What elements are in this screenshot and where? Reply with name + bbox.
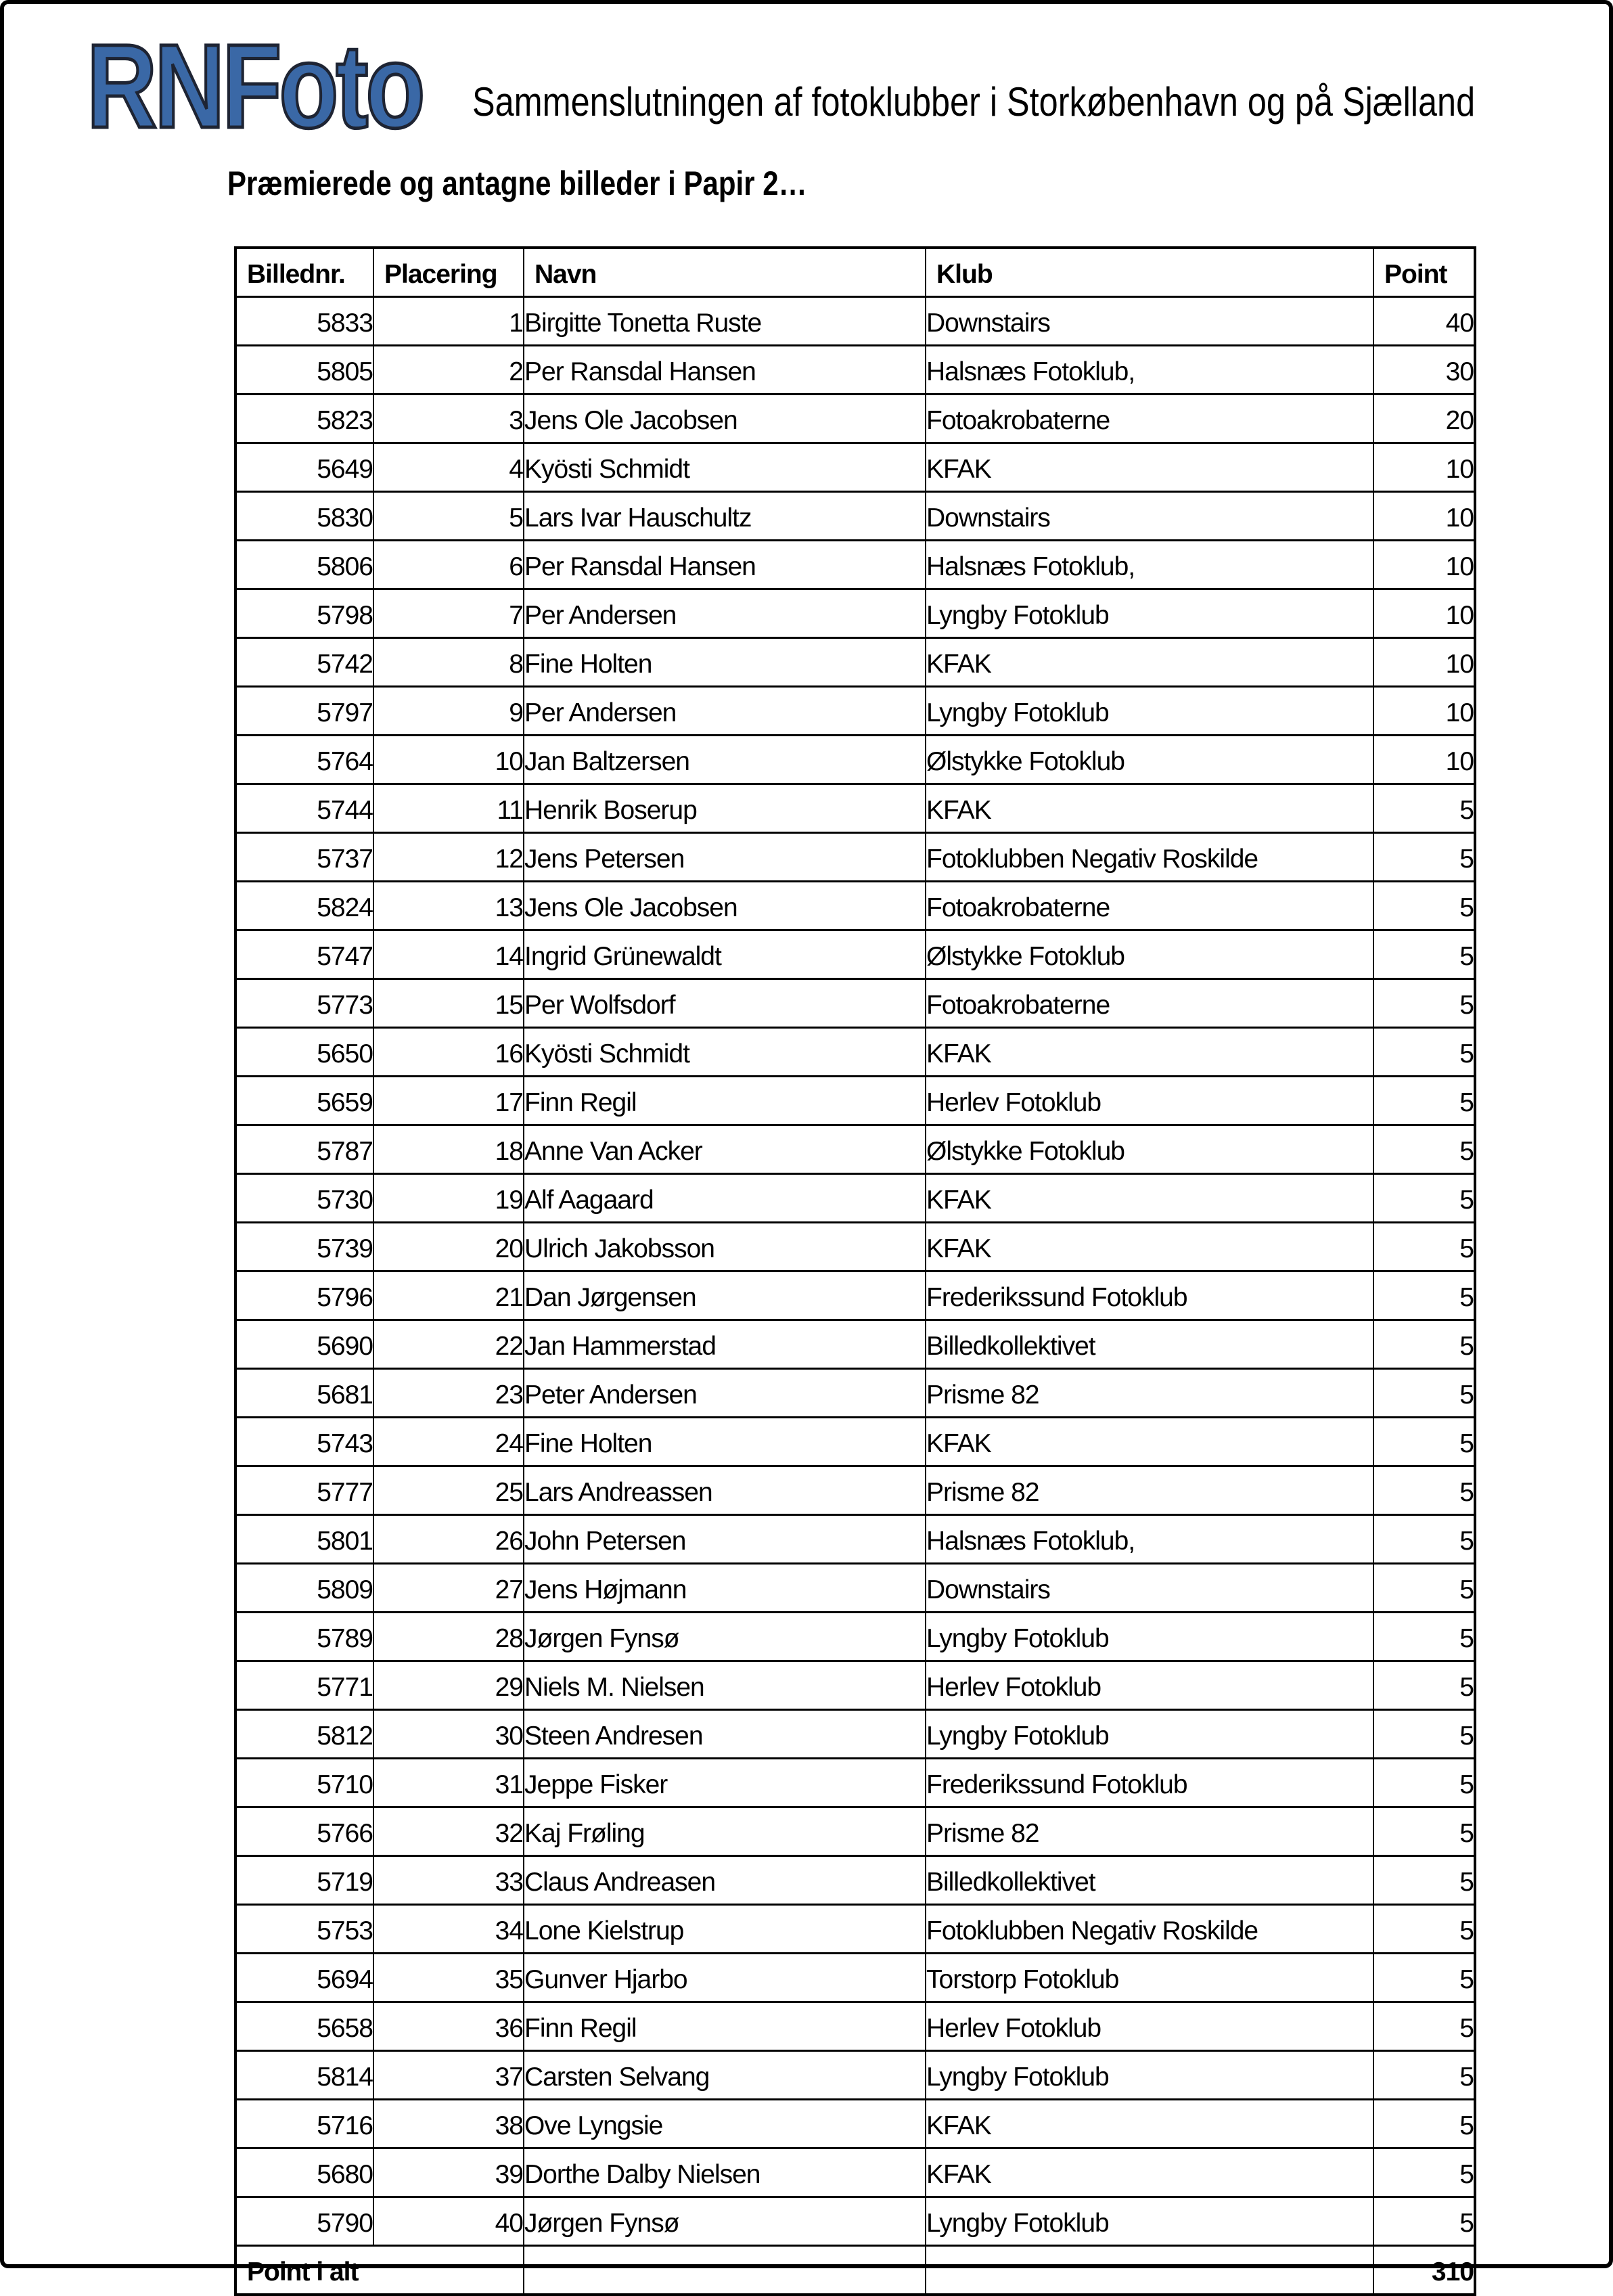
- cell-point: 5: [1373, 1564, 1475, 1613]
- cell-navn: Birgitte Tonetta Ruste: [524, 297, 926, 346]
- cell-navn: Ingrid Grünewaldt: [524, 930, 926, 979]
- cell-placering: 23: [373, 1369, 524, 1418]
- cell-klub: Downstairs: [926, 1564, 1373, 1613]
- table-row: [235, 979, 1475, 1028]
- cell-klub: Lyngby Fotoklub: [926, 2051, 1373, 2100]
- column-header-billednr: Billednr.: [235, 248, 373, 297]
- cell-billednr: 5814: [235, 2051, 373, 2100]
- table-header: [235, 248, 1475, 297]
- cell-billednr: 5650: [235, 1028, 373, 1077]
- header-row: [235, 248, 1475, 297]
- cell-placering: 35: [373, 1954, 524, 2002]
- table-row: [235, 2002, 1475, 2051]
- table-row: [235, 882, 1475, 930]
- cell-billednr: 5742: [235, 638, 373, 687]
- cell-klub: Halsnæs Fotoklub,: [926, 1515, 1373, 1564]
- results-table: [234, 246, 1476, 2296]
- cell-klub: Halsnæs Fotoklub,: [926, 541, 1373, 589]
- cell-klub: Downstairs: [926, 492, 1373, 541]
- table-row: [235, 638, 1475, 687]
- cell-navn: Per Ransdal Hansen: [524, 346, 926, 395]
- cell-billednr: 5801: [235, 1515, 373, 1564]
- cell-klub: Fotoklubben Negativ Roskilde: [926, 1905, 1373, 1954]
- cell-navn: Kaj Frøling: [524, 1807, 926, 1856]
- cell-placering: 40: [373, 2197, 524, 2246]
- cell-point: 5: [1373, 1271, 1475, 1320]
- cell-placering: 32: [373, 1807, 524, 1856]
- cell-navn: Gunver Hjarbo: [524, 1954, 926, 2002]
- cell-billednr: 5798: [235, 589, 373, 638]
- cell-billednr: 5719: [235, 1856, 373, 1905]
- cell-navn: Finn Regil: [524, 1077, 926, 1125]
- cell-point: 5: [1373, 979, 1475, 1028]
- total-navn-empty: [524, 2246, 926, 2295]
- cell-placering: 16: [373, 1028, 524, 1077]
- table-row: [235, 1954, 1475, 2002]
- cell-point: 5: [1373, 2197, 1475, 2246]
- cell-billednr: 5764: [235, 736, 373, 784]
- column-header-navn: Navn: [524, 248, 926, 297]
- organization-tagline: Sammenslutningen af fotoklubber i Storkøbenhavn og på Sjælland: [472, 79, 1476, 125]
- cell-billednr: 5787: [235, 1125, 373, 1174]
- cell-billednr: 5790: [235, 2197, 373, 2246]
- cell-klub: Ølstykke Fotoklub: [926, 930, 1373, 979]
- cell-billednr: 5777: [235, 1466, 373, 1515]
- table-row: [235, 1466, 1475, 1515]
- table-row: [235, 687, 1475, 736]
- cell-navn: Peter Andersen: [524, 1369, 926, 1418]
- cell-klub: Prisme 82: [926, 1369, 1373, 1418]
- cell-point: 5: [1373, 930, 1475, 979]
- cell-point: 5: [1373, 1320, 1475, 1369]
- cell-billednr: 5823: [235, 395, 373, 443]
- cell-billednr: 5806: [235, 541, 373, 589]
- cell-billednr: 5710: [235, 1759, 373, 1807]
- cell-point: 10: [1373, 589, 1475, 638]
- table-row: [235, 1320, 1475, 1369]
- cell-navn: Fine Holten: [524, 1418, 926, 1466]
- cell-placering: 13: [373, 882, 524, 930]
- cell-point: 5: [1373, 1807, 1475, 1856]
- cell-placering: 22: [373, 1320, 524, 1369]
- cell-billednr: 5730: [235, 1174, 373, 1223]
- cell-point: 5: [1373, 1418, 1475, 1466]
- cell-placering: 27: [373, 1564, 524, 1613]
- cell-point: 5: [1373, 1466, 1475, 1515]
- cell-point: 20: [1373, 395, 1475, 443]
- cell-billednr: 5744: [235, 784, 373, 833]
- cell-navn: John Petersen: [524, 1515, 926, 1564]
- cell-klub: Fotoakrobaterne: [926, 395, 1373, 443]
- cell-billednr: 5716: [235, 2100, 373, 2148]
- cell-point: 5: [1373, 1125, 1475, 1174]
- total-klub-empty: [926, 2246, 1373, 2295]
- cell-placering: 4: [373, 443, 524, 492]
- cell-point: 5: [1373, 1905, 1475, 1954]
- cell-klub: Torstorp Fotoklub: [926, 1954, 1373, 2002]
- cell-placering: 31: [373, 1759, 524, 1807]
- cell-klub: Lyngby Fotoklub: [926, 2197, 1373, 2246]
- table-row: [235, 1271, 1475, 1320]
- cell-point: 40: [1373, 297, 1475, 346]
- page-title: Præmierede og antagne billeder i Papir 2…: [227, 164, 807, 202]
- table-row: [235, 346, 1475, 395]
- table-row: [235, 443, 1475, 492]
- cell-point: 5: [1373, 882, 1475, 930]
- cell-klub: Lyngby Fotoklub: [926, 687, 1373, 736]
- cell-navn: Fine Holten: [524, 638, 926, 687]
- cell-navn: Kyösti Schmidt: [524, 1028, 926, 1077]
- cell-point: 5: [1373, 2051, 1475, 2100]
- cell-klub: KFAK: [926, 1174, 1373, 1223]
- cell-placering: 24: [373, 1418, 524, 1466]
- cell-billednr: 5797: [235, 687, 373, 736]
- cell-navn: Jan Baltzersen: [524, 736, 926, 784]
- cell-placering: 2: [373, 346, 524, 395]
- cell-placering: 28: [373, 1613, 524, 1661]
- table-row: [235, 395, 1475, 443]
- table-row: [235, 736, 1475, 784]
- cell-point: 10: [1373, 443, 1475, 492]
- cell-placering: 39: [373, 2148, 524, 2197]
- cell-point: 5: [1373, 1077, 1475, 1125]
- cell-navn: Henrik Boserup: [524, 784, 926, 833]
- cell-klub: Fotoakrobaterne: [926, 979, 1373, 1028]
- cell-klub: Herlev Fotoklub: [926, 2002, 1373, 2051]
- cell-billednr: 5830: [235, 492, 373, 541]
- table-row: [235, 784, 1475, 833]
- table-row: [235, 930, 1475, 979]
- cell-point: 5: [1373, 1661, 1475, 1710]
- cell-placering: 26: [373, 1515, 524, 1564]
- cell-billednr: 5747: [235, 930, 373, 979]
- cell-point: 5: [1373, 2148, 1475, 2197]
- cell-placering: 18: [373, 1125, 524, 1174]
- cell-billednr: 5805: [235, 346, 373, 395]
- cell-navn: Jørgen Fynsø: [524, 2197, 926, 2246]
- table-row: [235, 1369, 1475, 1418]
- cell-billednr: 5680: [235, 2148, 373, 2197]
- cell-placering: 10: [373, 736, 524, 784]
- cell-billednr: 5681: [235, 1369, 373, 1418]
- cell-navn: Kyösti Schmidt: [524, 443, 926, 492]
- cell-point: 5: [1373, 1613, 1475, 1661]
- cell-navn: Niels M. Nielsen: [524, 1661, 926, 1710]
- cell-navn: Jens Petersen: [524, 833, 926, 882]
- cell-billednr: 5743: [235, 1418, 373, 1466]
- cell-navn: Finn Regil: [524, 2002, 926, 2051]
- cell-klub: KFAK: [926, 2148, 1373, 2197]
- cell-placering: 5: [373, 492, 524, 541]
- cell-point: 10: [1373, 492, 1475, 541]
- cell-placering: 6: [373, 541, 524, 589]
- cell-klub: Herlev Fotoklub: [926, 1077, 1373, 1125]
- cell-billednr: 5809: [235, 1564, 373, 1613]
- cell-klub: Billedkollektivet: [926, 1320, 1373, 1369]
- cell-navn: Ove Lyngsie: [524, 2100, 926, 2148]
- cell-klub: Halsnæs Fotoklub,: [926, 346, 1373, 395]
- cell-placering: 15: [373, 979, 524, 1028]
- cell-klub: Prisme 82: [926, 1466, 1373, 1515]
- cell-klub: Downstairs: [926, 297, 1373, 346]
- table-row: [235, 2197, 1475, 2246]
- cell-point: 5: [1373, 1759, 1475, 1807]
- cell-klub: Frederikssund Fotoklub: [926, 1271, 1373, 1320]
- cell-point: 5: [1373, 1856, 1475, 1905]
- total-label: Point i alt: [235, 2246, 524, 2295]
- cell-point: 10: [1373, 638, 1475, 687]
- cell-billednr: 5766: [235, 1807, 373, 1856]
- table-row: [235, 1515, 1475, 1564]
- table-row: [235, 1807, 1475, 1856]
- cell-billednr: 5824: [235, 882, 373, 930]
- cell-navn: Jan Hammerstad: [524, 1320, 926, 1369]
- cell-billednr: 5789: [235, 1613, 373, 1661]
- cell-klub: KFAK: [926, 784, 1373, 833]
- cell-placering: 36: [373, 2002, 524, 2051]
- cell-point: 5: [1373, 1174, 1475, 1223]
- column-header-placering: Placering: [373, 248, 524, 297]
- total-point-value: 310: [1373, 2246, 1475, 2295]
- column-header-point: Point: [1373, 248, 1475, 297]
- cell-placering: 14: [373, 930, 524, 979]
- cell-billednr: 5659: [235, 1077, 373, 1125]
- cell-navn: Per Ransdal Hansen: [524, 541, 926, 589]
- table-row: [235, 589, 1475, 638]
- cell-navn: Jens Ole Jacobsen: [524, 395, 926, 443]
- cell-navn: Jens Ole Jacobsen: [524, 882, 926, 930]
- cell-point: 5: [1373, 784, 1475, 833]
- cell-klub: Billedkollektivet: [926, 1856, 1373, 1905]
- cell-klub: KFAK: [926, 1028, 1373, 1077]
- cell-navn: Ulrich Jakobsson: [524, 1223, 926, 1271]
- cell-navn: Alf Aagaard: [524, 1174, 926, 1223]
- cell-klub: Fotoakrobaterne: [926, 882, 1373, 930]
- cell-placering: 3: [373, 395, 524, 443]
- cell-navn: Carsten Selvang: [524, 2051, 926, 2100]
- table-body: [235, 297, 1475, 2246]
- cell-placering: 9: [373, 687, 524, 736]
- table-row: [235, 1759, 1475, 1807]
- cell-billednr: 5773: [235, 979, 373, 1028]
- cell-navn: Per Andersen: [524, 687, 926, 736]
- cell-billednr: 5694: [235, 1954, 373, 2002]
- cell-placering: 12: [373, 833, 524, 882]
- cell-klub: Ølstykke Fotoklub: [926, 736, 1373, 784]
- cell-placering: 34: [373, 1905, 524, 1954]
- cell-billednr: 5737: [235, 833, 373, 882]
- cell-billednr: 5658: [235, 2002, 373, 2051]
- cell-klub: KFAK: [926, 1223, 1373, 1271]
- cell-point: 10: [1373, 736, 1475, 784]
- table-row: [235, 2051, 1475, 2100]
- table-row: [235, 1077, 1475, 1125]
- cell-navn: Dan Jørgensen: [524, 1271, 926, 1320]
- table-row: [235, 1710, 1475, 1759]
- cell-klub: Lyngby Fotoklub: [926, 589, 1373, 638]
- cell-billednr: 5771: [235, 1661, 373, 1710]
- total-row: [235, 2246, 1475, 2295]
- cell-point: 5: [1373, 1710, 1475, 1759]
- table-row: [235, 1418, 1475, 1466]
- cell-placering: 17: [373, 1077, 524, 1125]
- cell-placering: 20: [373, 1223, 524, 1271]
- cell-point: 30: [1373, 346, 1475, 395]
- cell-placering: 11: [373, 784, 524, 833]
- cell-navn: Per Wolfsdorf: [524, 979, 926, 1028]
- table-row: [235, 2100, 1475, 2148]
- cell-navn: Jørgen Fynsø: [524, 1613, 926, 1661]
- cell-placering: 21: [373, 1271, 524, 1320]
- cell-placering: 29: [373, 1661, 524, 1710]
- cell-point: 10: [1373, 687, 1475, 736]
- table-row: [235, 1613, 1475, 1661]
- cell-placering: 8: [373, 638, 524, 687]
- cell-klub: KFAK: [926, 1418, 1373, 1466]
- cell-placering: 19: [373, 1174, 524, 1223]
- cell-placering: 25: [373, 1466, 524, 1515]
- rnfoto-logo: RNFoto: [87, 20, 423, 153]
- table-row: [235, 492, 1475, 541]
- cell-billednr: 5739: [235, 1223, 373, 1271]
- table-row: [235, 1661, 1475, 1710]
- table-row: [235, 1174, 1475, 1223]
- cell-placering: 30: [373, 1710, 524, 1759]
- table-row: [235, 1223, 1475, 1271]
- cell-point: 5: [1373, 1369, 1475, 1418]
- table-footer: [235, 2246, 1475, 2295]
- cell-navn: Jeppe Fisker: [524, 1759, 926, 1807]
- cell-billednr: 5690: [235, 1320, 373, 1369]
- cell-klub: Prisme 82: [926, 1807, 1373, 1856]
- cell-navn: Lars Ivar Hauschultz: [524, 492, 926, 541]
- cell-billednr: 5753: [235, 1905, 373, 1954]
- cell-klub: Fotoklubben Negativ Roskilde: [926, 833, 1373, 882]
- cell-placering: 7: [373, 589, 524, 638]
- cell-navn: Lars Andreassen: [524, 1466, 926, 1515]
- cell-klub: Frederikssund Fotoklub: [926, 1759, 1373, 1807]
- table-row: [235, 1028, 1475, 1077]
- cell-klub: KFAK: [926, 638, 1373, 687]
- cell-navn: Dorthe Dalby Nielsen: [524, 2148, 926, 2197]
- table-row: [235, 541, 1475, 589]
- cell-klub: Lyngby Fotoklub: [926, 1710, 1373, 1759]
- cell-navn: Claus Andreasen: [524, 1856, 926, 1905]
- cell-klub: Herlev Fotoklub: [926, 1661, 1373, 1710]
- cell-point: 5: [1373, 1223, 1475, 1271]
- cell-placering: 1: [373, 297, 524, 346]
- cell-placering: 33: [373, 1856, 524, 1905]
- cell-navn: Steen Andresen: [524, 1710, 926, 1759]
- cell-point: 5: [1373, 2002, 1475, 2051]
- cell-klub: KFAK: [926, 443, 1373, 492]
- cell-billednr: 5833: [235, 297, 373, 346]
- cell-klub: Ølstykke Fotoklub: [926, 1125, 1373, 1174]
- cell-point: 5: [1373, 1954, 1475, 2002]
- table-row: [235, 1905, 1475, 1954]
- cell-navn: Lone Kielstrup: [524, 1905, 926, 1954]
- table-row: [235, 1564, 1475, 1613]
- cell-billednr: 5812: [235, 1710, 373, 1759]
- table-row: [235, 833, 1475, 882]
- cell-point: 5: [1373, 2100, 1475, 2148]
- table-row: [235, 297, 1475, 346]
- cell-point: 5: [1373, 833, 1475, 882]
- cell-placering: 37: [373, 2051, 524, 2100]
- cell-point: 5: [1373, 1515, 1475, 1564]
- cell-navn: Jens Højmann: [524, 1564, 926, 1613]
- cell-navn: Per Andersen: [524, 589, 926, 638]
- table-row: [235, 2148, 1475, 2197]
- table-row: [235, 1856, 1475, 1905]
- column-header-klub: Klub: [926, 248, 1373, 297]
- cell-klub: Lyngby Fotoklub: [926, 1613, 1373, 1661]
- cell-navn: Anne Van Acker: [524, 1125, 926, 1174]
- cell-point: 5: [1373, 1028, 1475, 1077]
- cell-billednr: 5649: [235, 443, 373, 492]
- table-row: [235, 1125, 1475, 1174]
- cell-klub: KFAK: [926, 2100, 1373, 2148]
- cell-point: 10: [1373, 541, 1475, 589]
- cell-placering: 38: [373, 2100, 524, 2148]
- cell-billednr: 5796: [235, 1271, 373, 1320]
